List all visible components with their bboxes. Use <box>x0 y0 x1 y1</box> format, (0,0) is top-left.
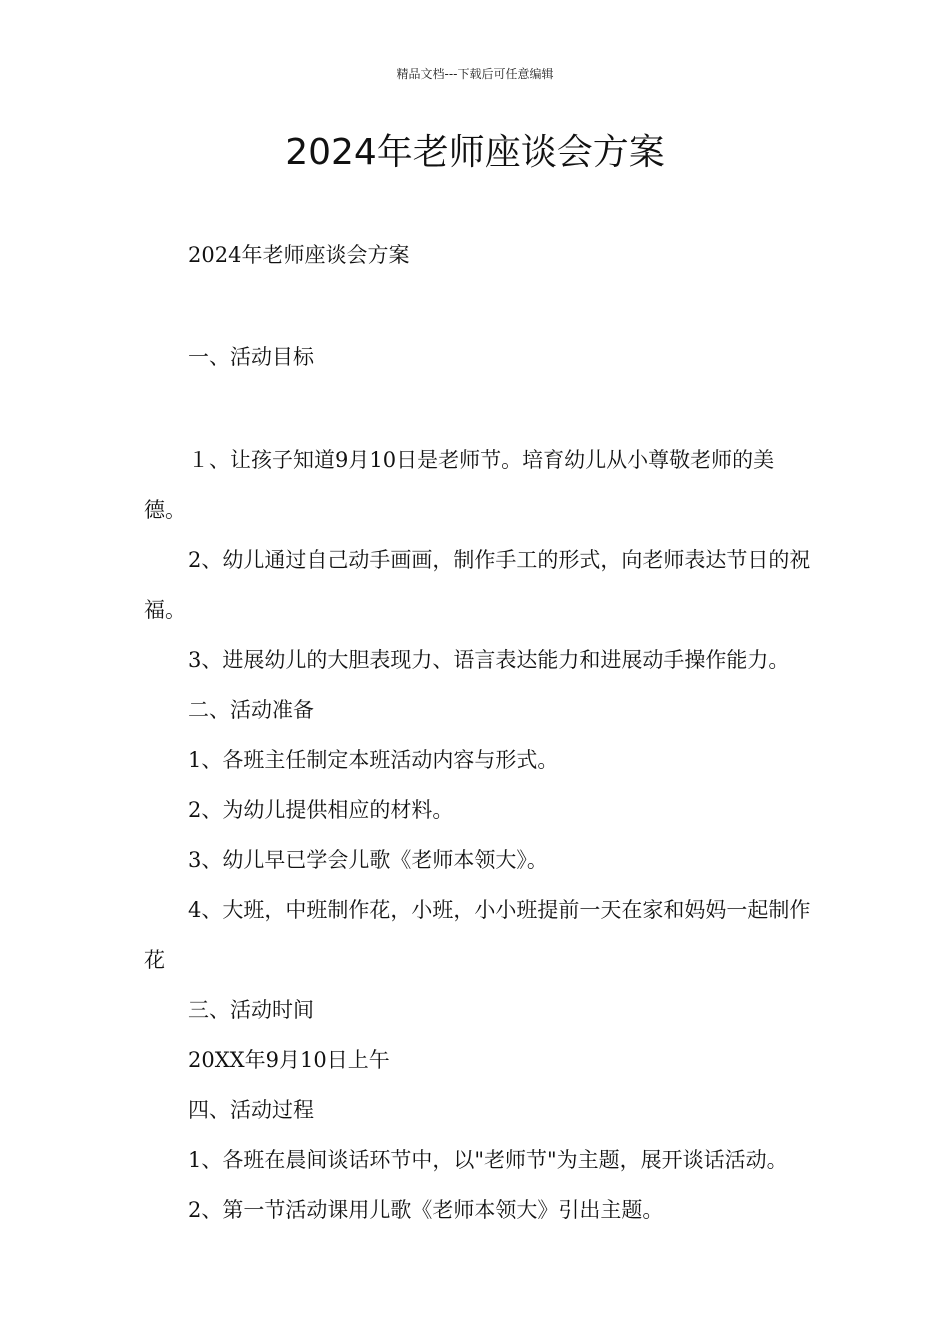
goal-item-3: 3、进展幼儿的大胆表现力、语言表达能力和进展动手操作能力。 <box>188 648 790 672</box>
section-heading-process: 四、活动过程 <box>188 1098 314 1122</box>
process-item-1: 1、各班在晨间谈话环节中，以"老师节"为主题，展开谈话活动。 <box>188 1148 788 1172</box>
prep-item-4: 4、大班，中班制作花，小班，小小班提前一天在家和妈妈一起制作花 <box>144 898 811 972</box>
prep-item-3: 3、幼儿早已学会儿歌《老师本领大》。 <box>188 848 548 872</box>
document-title: 2024年老师座谈会方案 <box>285 132 665 173</box>
section-heading-preparation: 二、活动准备 <box>188 698 314 722</box>
process-item-2: 2、第一节活动课用儿歌《老师本领大》引出主题。 <box>188 1198 664 1222</box>
section-heading-goals: 一、活动目标 <box>188 345 314 369</box>
header-note: 精品文档---下载后可任意编辑 <box>396 67 554 81</box>
subtitle-paragraph: 2024年老师座谈会方案 <box>188 243 410 267</box>
section-heading-time: 三、活动时间 <box>188 998 314 1022</box>
spacer <box>144 382 812 435</box>
document-body <box>144 230 812 1235</box>
time-value: 20XX年9月10日上午 <box>188 1048 390 1072</box>
goal-item-1: １、让孩子知道9月10日是老师节。培育幼儿从小尊敬老师的美德。 <box>144 448 775 522</box>
spacer <box>144 280 812 332</box>
prep-item-1: 1、各班主任制定本班活动内容与形式。 <box>188 748 559 772</box>
goal-item-2: 2、幼儿通过自己动手画画，制作手工的形式，向老师表达节日的祝福。 <box>144 548 811 622</box>
prep-item-2: 2、为幼儿提供相应的材料。 <box>188 798 454 822</box>
